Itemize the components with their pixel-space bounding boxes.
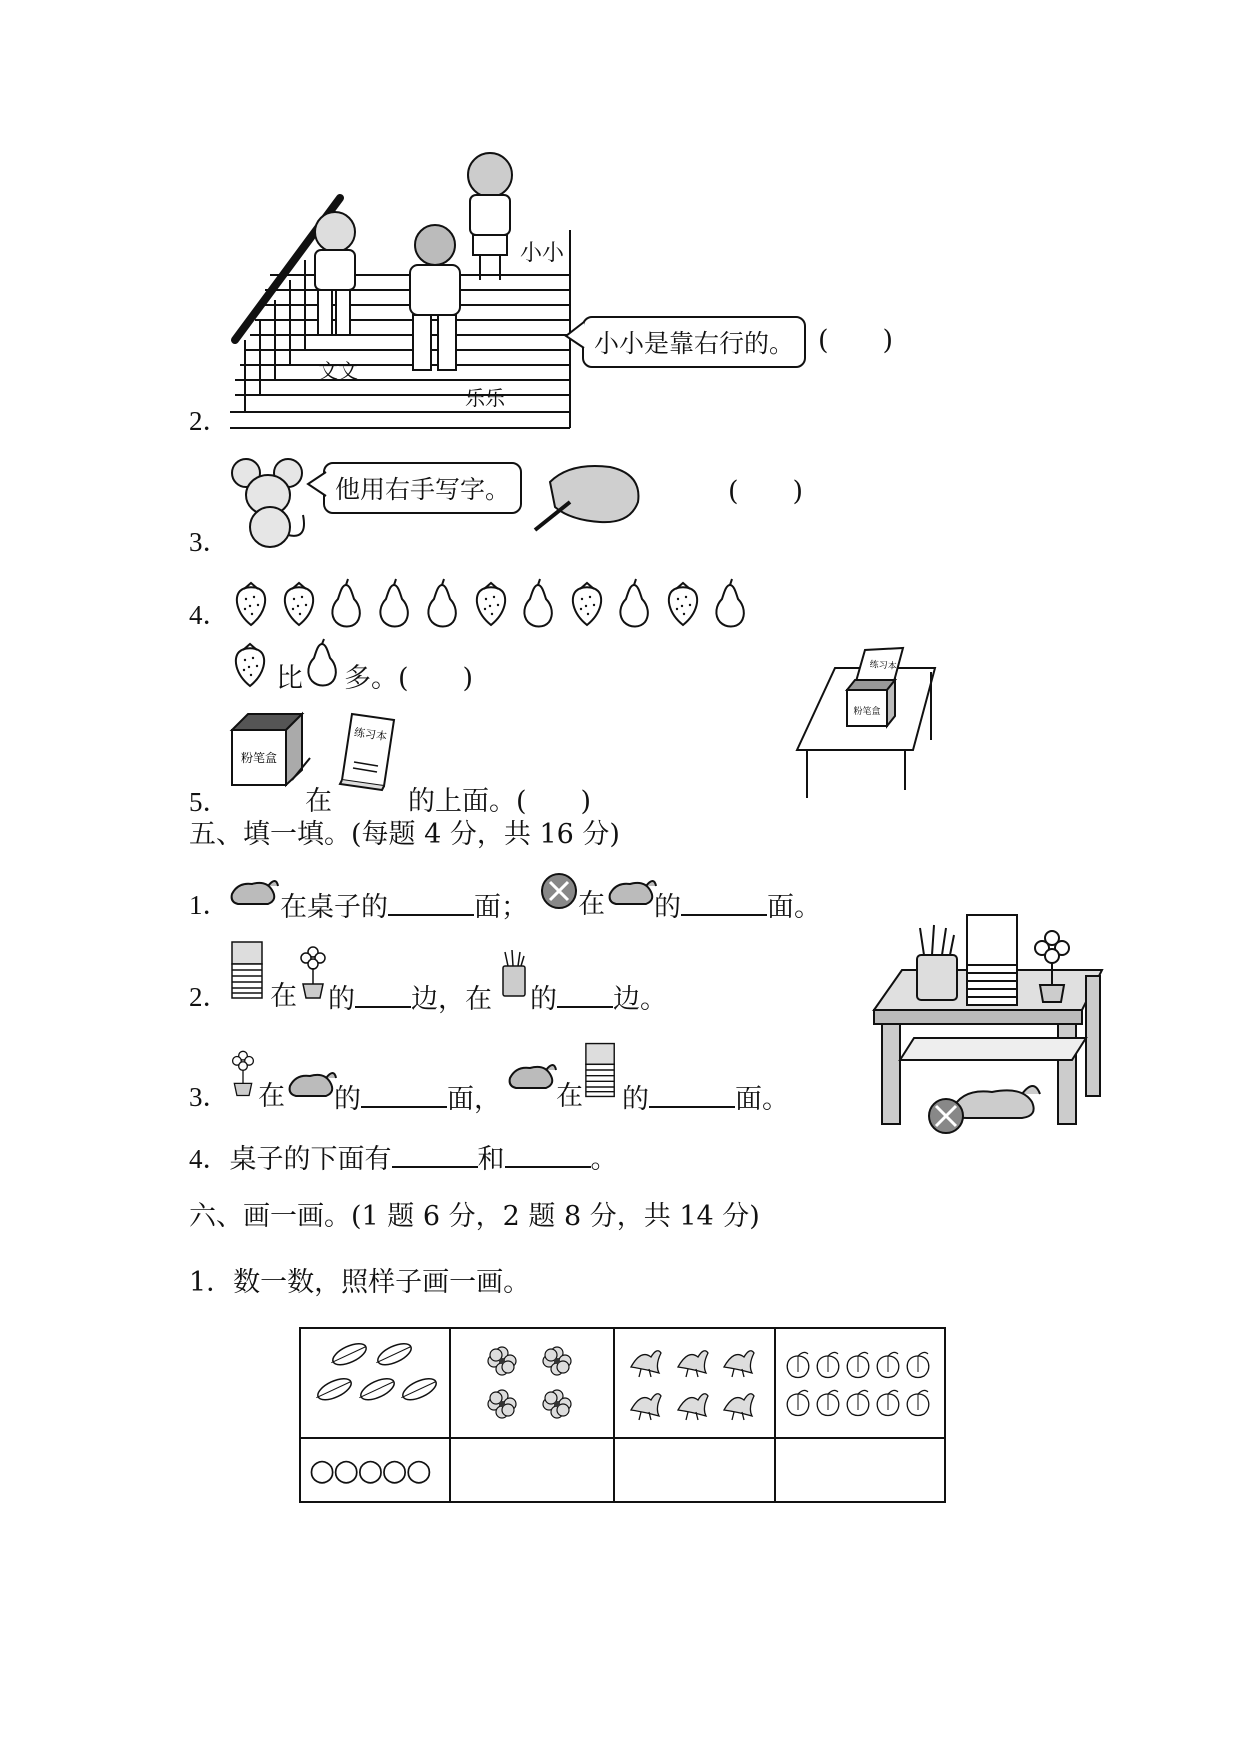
- ball-icon: [540, 872, 578, 910]
- flower-icon: [543, 1347, 571, 1375]
- draw-cell-flowers[interactable]: [450, 1438, 614, 1502]
- peach-icon: [787, 1390, 809, 1415]
- q2-answer-paren[interactable]: ( ): [818, 325, 894, 356]
- s5-q3-zai: 在: [258, 1081, 285, 1112]
- q2-speech-bubble: 小小是靠右行的。: [582, 316, 806, 368]
- fruit-sequence: [230, 575, 780, 635]
- section6-q1: 1．数一数，照样子画一画。: [189, 1267, 531, 1298]
- s5-q3-blank-a[interactable]: [361, 1080, 447, 1108]
- q4-bi: 比: [276, 663, 303, 694]
- bird-icon: [678, 1351, 708, 1377]
- staircase-illustration: [230, 150, 590, 430]
- strawberry-icon: [669, 583, 697, 625]
- strawberry-icon: [573, 583, 601, 625]
- s5-q2-mid: 的 边，在: [328, 980, 492, 1017]
- cat-icon: [228, 872, 280, 910]
- writing-hand-icon: [530, 462, 645, 532]
- cell-leaves: [300, 1328, 450, 1438]
- table-book-label: 练习本: [869, 660, 897, 672]
- s5-q4-blank-a[interactable]: [392, 1140, 478, 1168]
- peach-icon: [877, 1352, 899, 1377]
- name-lele: 乐乐: [465, 386, 505, 410]
- pear-icon: [716, 579, 743, 627]
- q4-duo[interactable]: 多。( ): [344, 663, 474, 694]
- flower-icon: [488, 1390, 516, 1418]
- flowers-group: [457, 1336, 607, 1426]
- s5-q1-blank-b[interactable]: [681, 888, 767, 916]
- leaf-icon: [373, 1339, 414, 1370]
- q5-zai: 在: [305, 786, 332, 817]
- chalk-box-label: 粉笔盒: [240, 751, 278, 765]
- birds-group: [620, 1336, 770, 1426]
- peach-icon: [787, 1352, 809, 1377]
- s5-q2-blank-a[interactable]: [355, 980, 411, 1008]
- pointer-line: [290, 756, 312, 782]
- name-xiaoxiao: 小小: [520, 241, 565, 266]
- name-wenwen: 文文: [318, 359, 358, 383]
- cat-icon: [286, 1064, 338, 1102]
- leaf-icon: [398, 1374, 439, 1405]
- section6-title: 六、画一画。(1 题 6 分，2 题 8 分，共 14 分): [189, 1201, 760, 1232]
- s5-q2-tail: 的 边。: [530, 980, 667, 1017]
- strawberry-icon: [237, 583, 265, 625]
- pencil-cup-icon: [500, 948, 528, 998]
- bird-icon: [724, 1394, 754, 1420]
- peach-icon: [817, 1352, 839, 1377]
- pear-icon: [304, 638, 340, 688]
- peach-icon: [907, 1352, 929, 1377]
- q5-suffix[interactable]: 的上面。( ): [408, 786, 592, 817]
- bird-icon: [631, 1351, 661, 1377]
- strawberry-icon: [285, 583, 313, 625]
- exercise-book-icon: [338, 712, 398, 790]
- q3-speech-bubble: 他用右手写字。: [323, 462, 522, 514]
- q2-number: 2．: [189, 406, 230, 436]
- s5-q4: 4．桌子的下面有 和 。: [189, 1140, 618, 1177]
- s5-q3-tail: 的 面。: [622, 1080, 789, 1117]
- pear-icon: [332, 579, 359, 627]
- s5-q4-blank-b[interactable]: [505, 1140, 591, 1168]
- flower-icon: [543, 1390, 571, 1418]
- peach-icon: [847, 1390, 869, 1415]
- section5-title: 五、填一填。(每题 4 分，共 16 分): [189, 819, 620, 850]
- table-box-label: 粉笔盒: [853, 707, 881, 717]
- exercise-book-label: 练习本: [353, 725, 388, 744]
- cell-birds: [614, 1328, 775, 1438]
- s5-q2-number: 2．: [189, 982, 230, 1012]
- peach-icon: [847, 1352, 869, 1377]
- flower-icon: [488, 1347, 516, 1375]
- peaches-group: [780, 1336, 940, 1426]
- strawberry-icon: [231, 642, 269, 688]
- leaves-group: [305, 1336, 445, 1426]
- bird-icon: [631, 1394, 661, 1420]
- pear-icon: [380, 579, 407, 627]
- strawberry-icon: [477, 583, 505, 625]
- flower-pot-icon: [298, 944, 328, 1000]
- leaf-icon: [313, 1374, 354, 1405]
- bird-icon: [724, 1351, 754, 1377]
- s5-q3-number: 3．: [189, 1082, 230, 1112]
- s5-item-1: 1．: [189, 890, 230, 920]
- leaf-icon: [328, 1339, 369, 1370]
- q2-bubble-tail: [564, 318, 586, 352]
- s5-q2-blank-b[interactable]: [557, 980, 613, 1008]
- mouse-icon: [228, 455, 313, 550]
- s5-q1-text: 在桌子的 面；: [280, 888, 528, 925]
- q3-bubble-tail: [306, 470, 328, 500]
- cat-icon: [606, 872, 658, 910]
- cell-peaches: [775, 1328, 945, 1438]
- table-with-box-illustration: [795, 640, 945, 800]
- draw-cell-birds[interactable]: [614, 1438, 775, 1502]
- leaf-icon: [356, 1374, 397, 1405]
- peach-icon: [817, 1390, 839, 1415]
- q5-number: 5．: [189, 787, 230, 817]
- cat-icon: [506, 1056, 558, 1094]
- q4-number: 4．: [189, 600, 230, 630]
- peach-icon: [907, 1390, 929, 1415]
- book-stack-icon: [230, 940, 266, 1000]
- flower-pot-icon: [230, 1046, 256, 1100]
- s5-q3-mid: 的 面，: [334, 1080, 501, 1117]
- table-scene-illustration: [872, 910, 1107, 1135]
- q3-answer-paren[interactable]: ( ): [728, 476, 804, 507]
- s5-q2-zai: 在: [270, 981, 297, 1012]
- pear-icon: [524, 579, 551, 627]
- book-stack-icon: [584, 1040, 618, 1100]
- s5-q3-blank-b[interactable]: [649, 1080, 735, 1108]
- bird-icon: [678, 1394, 708, 1420]
- s5-q1-blank-a[interactable]: [388, 888, 474, 916]
- draw-cell-peaches[interactable]: [775, 1438, 945, 1502]
- s5-q3-zai2: 在: [556, 1081, 583, 1112]
- cell-flowers: [450, 1328, 614, 1438]
- example-circles: ○○○○○: [300, 1438, 450, 1502]
- s5-q1-zai: 在: [578, 889, 605, 920]
- q3-number: 3．: [189, 527, 230, 557]
- s5-q1-tail: 的 面。: [654, 888, 821, 925]
- pear-icon: [620, 579, 647, 627]
- pear-icon: [428, 579, 455, 627]
- peach-icon: [877, 1390, 899, 1415]
- count-and-draw-table: [299, 1327, 946, 1503]
